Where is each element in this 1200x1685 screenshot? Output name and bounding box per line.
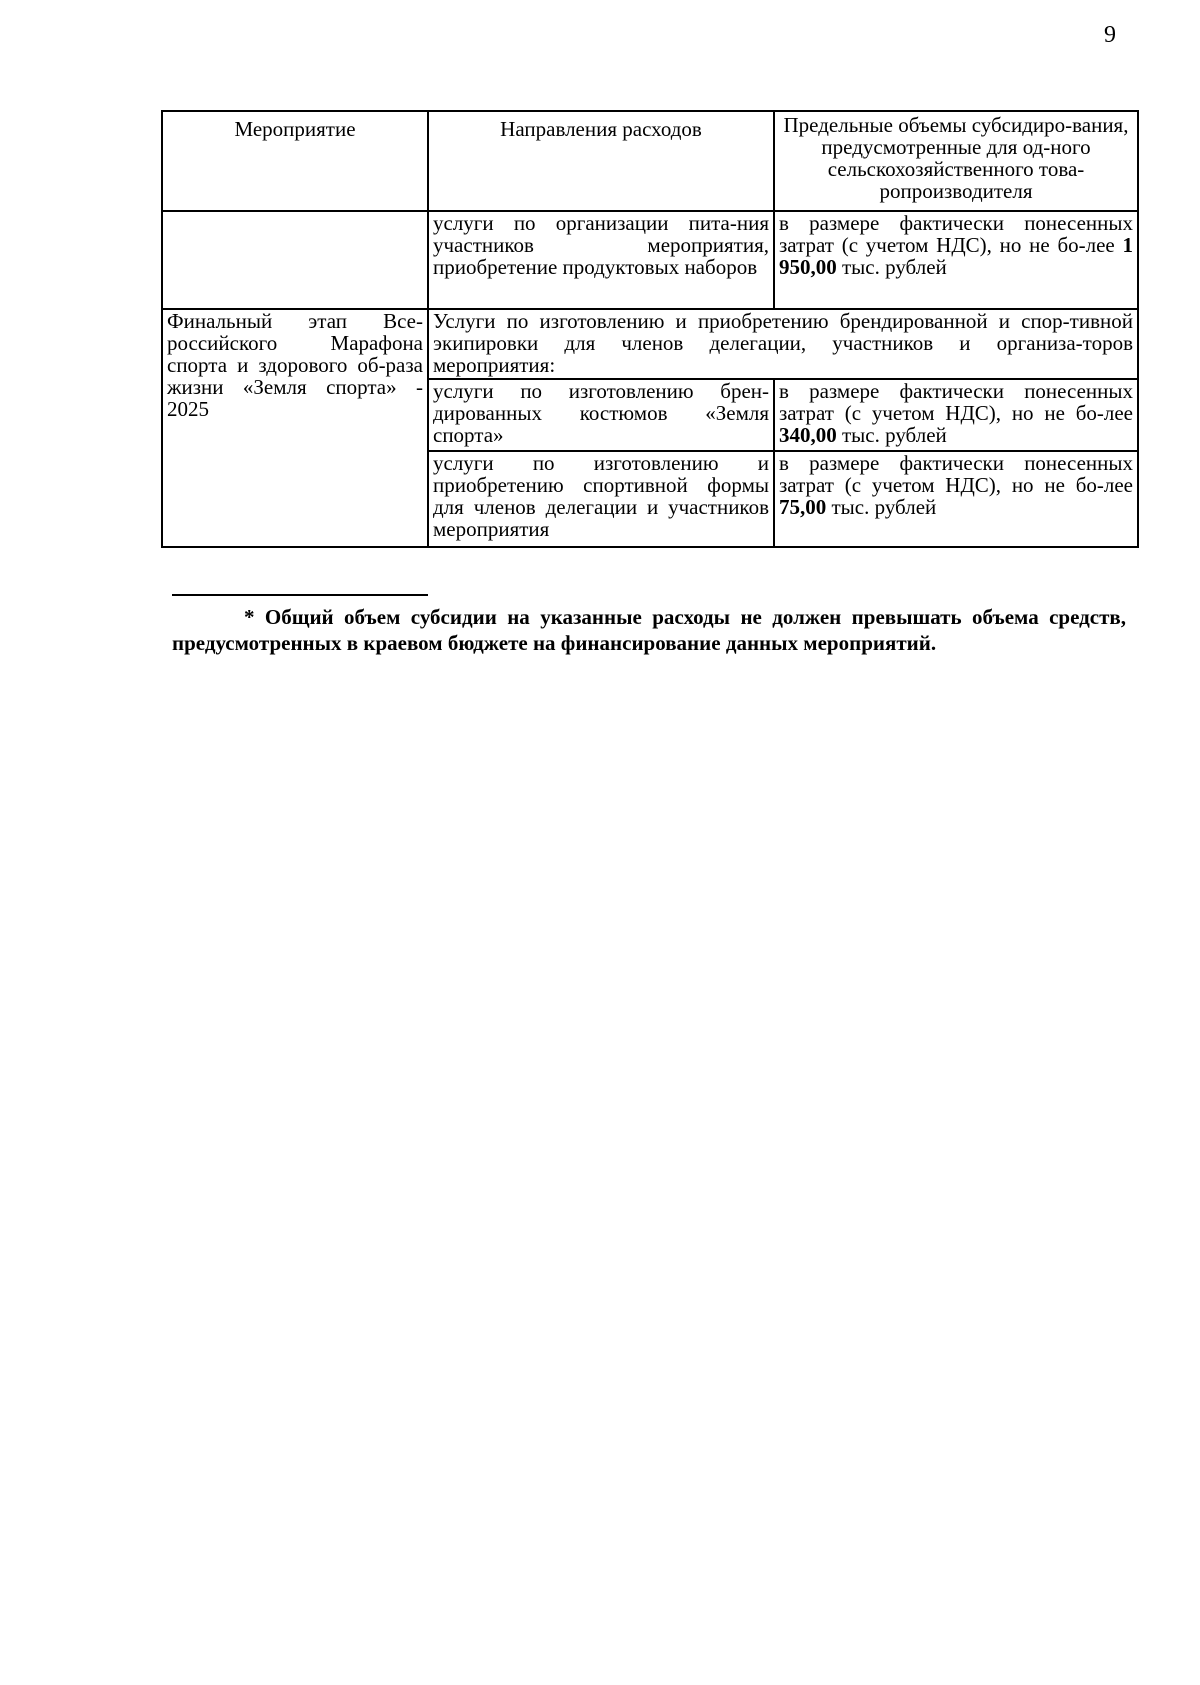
event-cell-empty	[162, 211, 428, 309]
limit-cell	[774, 379, 1138, 451]
limit-cell	[774, 211, 1138, 309]
direction-cell: услуги по изготовлению и приобретению спортивной формы для членов делегации и участников мероприятия	[428, 451, 774, 547]
table-header-row	[162, 111, 1138, 211]
limit-text: в размере фактически понесенных затрат (с учетом НДС), но не бо-лее	[779, 211, 1133, 257]
header-limit: Предельные объемы субсидиро-вания, предусмотренные для од-ного сельскохозяйственного това-ропроизводителя	[774, 111, 1138, 211]
limit-text: в размере фактически понесенных затрат (с учетом НДС), но не бо-лее	[779, 451, 1133, 497]
direction-cell: услуги по изготовлению брен-дированных костюмов «Земля спорта»	[428, 379, 774, 451]
limit-text: в размере фактически понесенных затрат (с учетом НДС), но не бо-лее	[779, 379, 1133, 425]
group-header-cell: Услуги по изготовлению и приобретению брендированной и спор-тивной экипировки для членов делегации, участников и организа-торов мероприятия:	[428, 309, 1138, 379]
page-number: 9	[1104, 22, 1116, 48]
limit-cell	[774, 451, 1138, 547]
direction-cell: услуги по организации пита-ния участников мероприятия, приобретение продуктовых наборов	[428, 211, 774, 309]
table-row	[162, 211, 1138, 309]
footnote: * Общий объем субсидии на указанные расходы не должен превышать объема средств, предусмотренных в краевом бюджете на финансирование данных мероприятий.	[172, 605, 1126, 655]
header-direction: Направления расходов	[428, 111, 774, 211]
limit-unit: тыс. рублей	[836, 423, 947, 447]
limit-unit: тыс. рублей	[826, 495, 937, 519]
limit-unit: тыс. рублей	[836, 255, 947, 279]
footnote-divider	[172, 594, 428, 596]
limit-amount: 75,00	[779, 495, 827, 519]
limit-amount: 1 950,00	[779, 233, 1133, 279]
subsidy-table	[161, 110, 1139, 548]
event-name-cell: Финальный этап Все-российского Марафона спорта и здорового об-раза жизни «Земля спорта» - 2025	[162, 309, 428, 547]
header-event: Мероприятие	[162, 111, 428, 211]
table-group-row	[162, 309, 1138, 379]
limit-amount: 340,00	[779, 423, 837, 447]
